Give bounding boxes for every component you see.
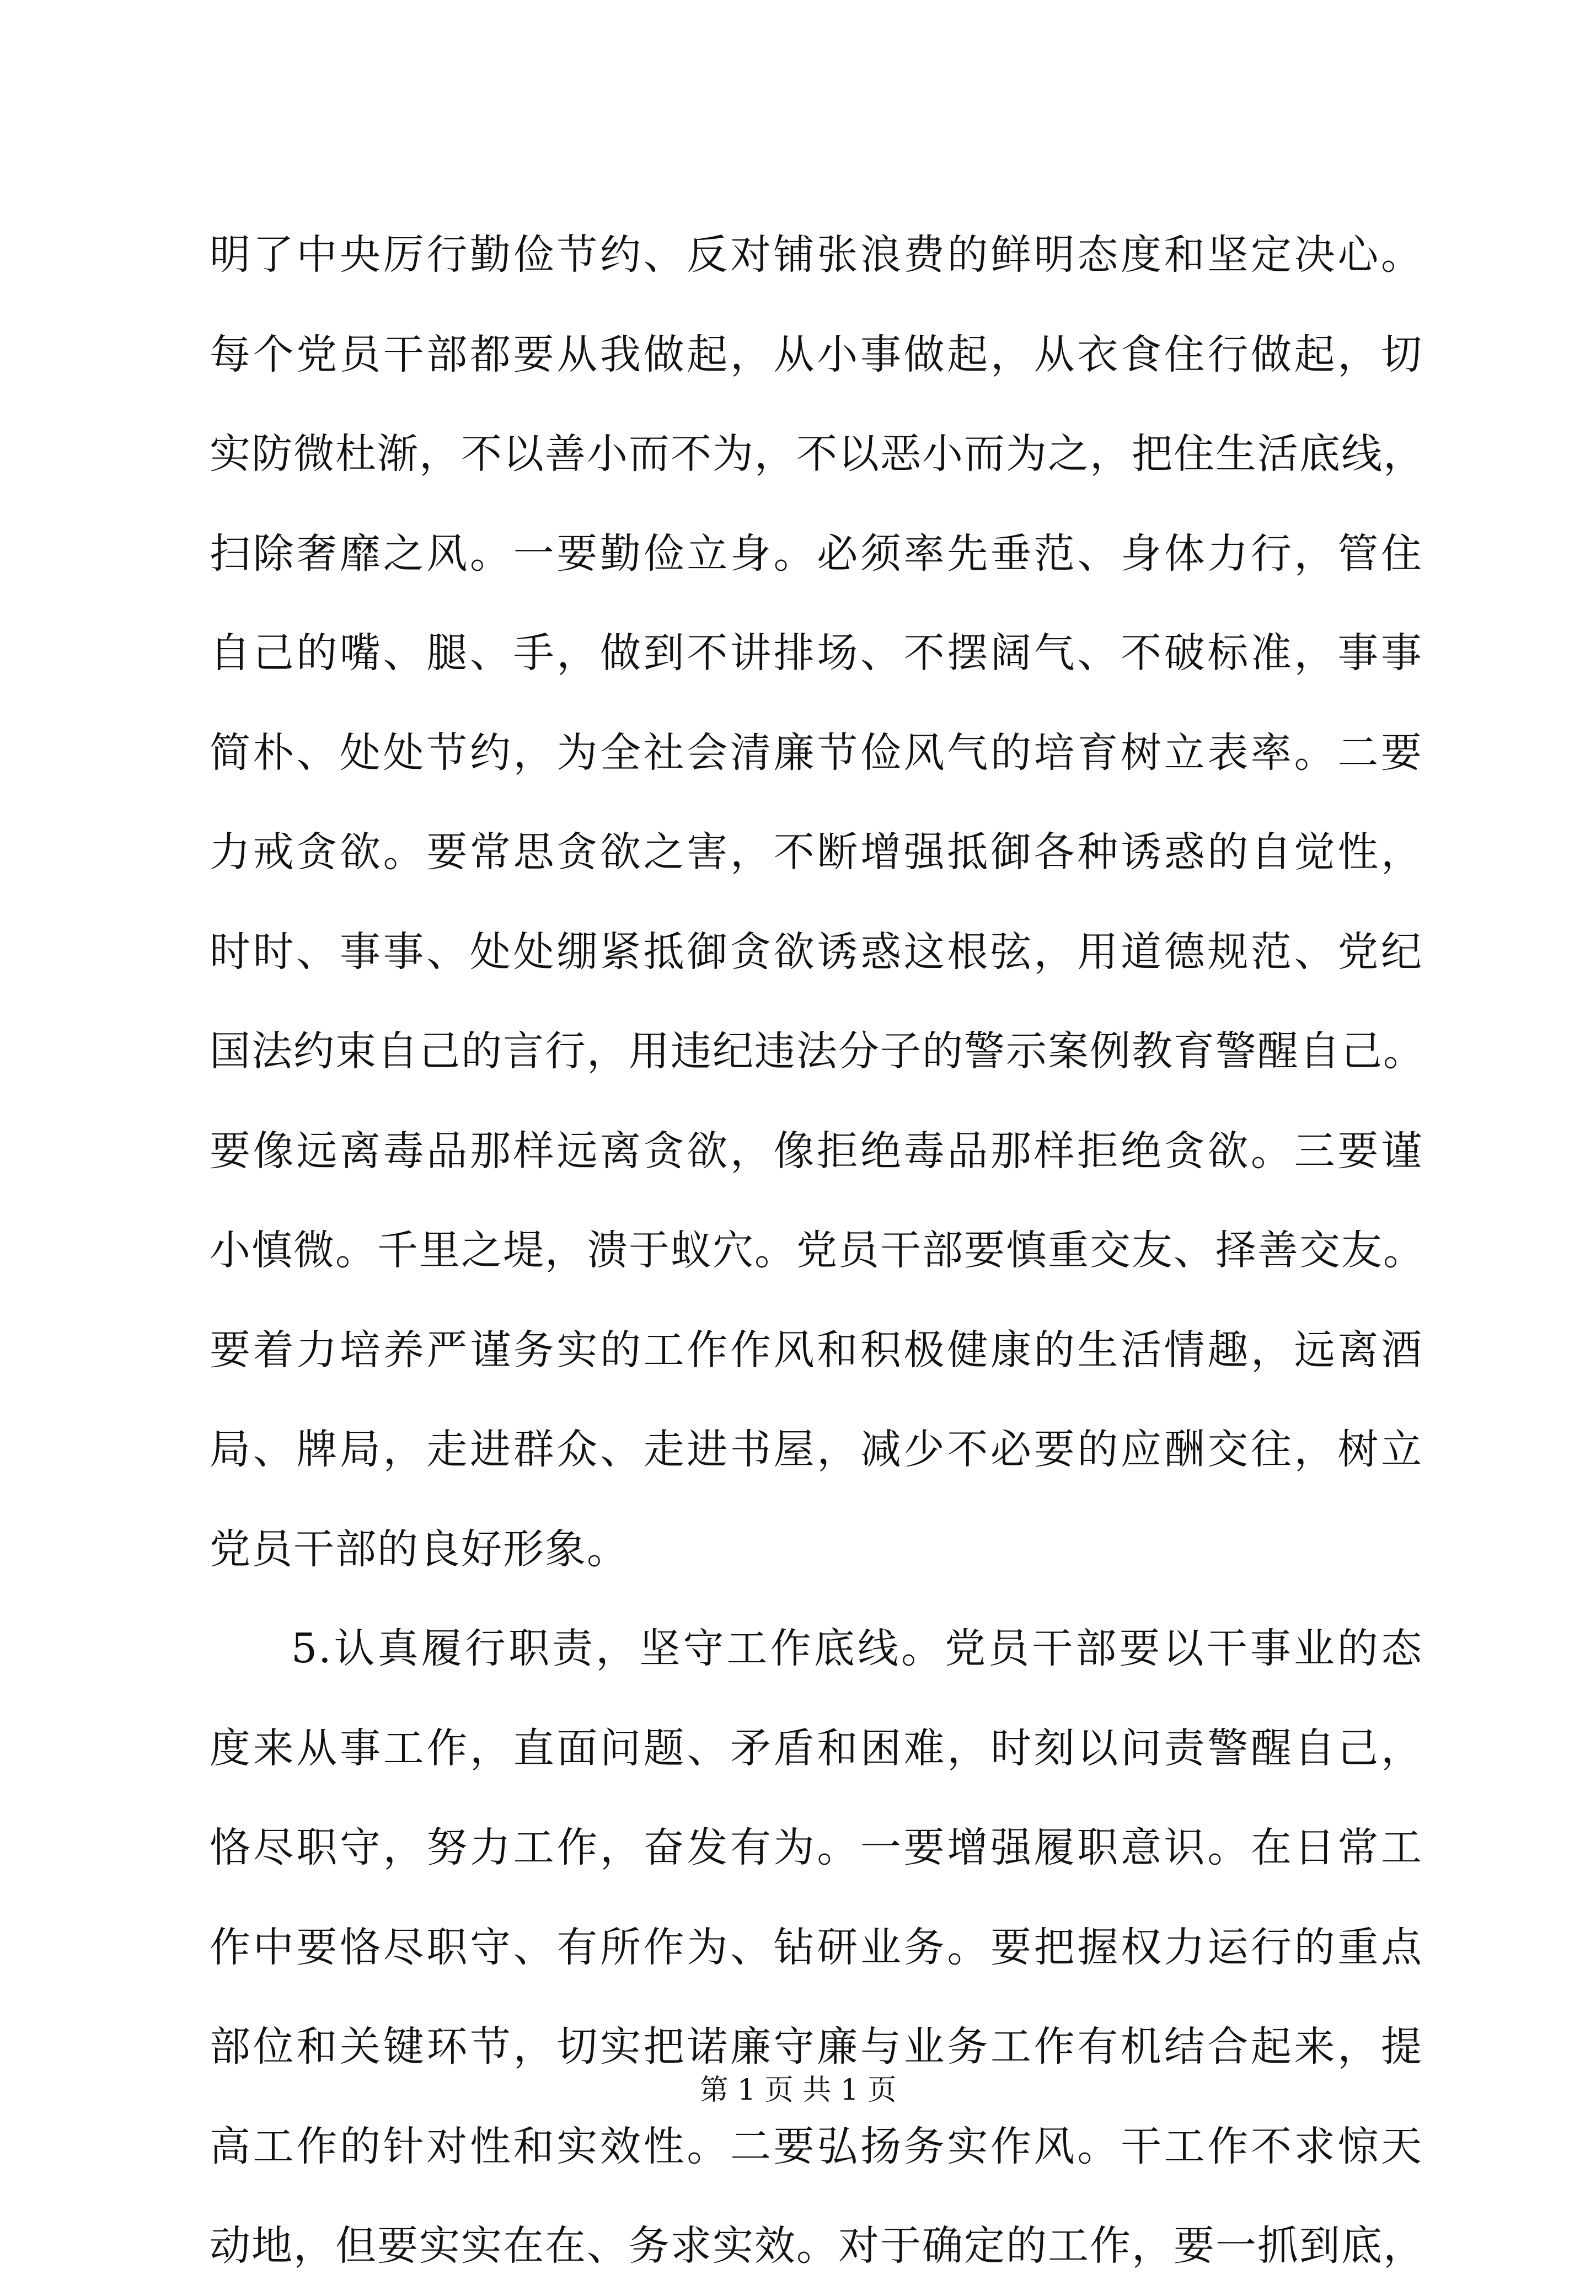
- text-line: 要着力培养严谨务实的工作作风和积极健康的生活情趣，远离酒: [210, 1326, 1423, 1374]
- text-line: 实防微杜渐，不以善小而不为，不以恶小而为之，把住生活底线，: [210, 430, 1425, 478]
- text-line: 国法约束自己的言行，用违纪违法分子的警示案例教育警醒自己。: [210, 1027, 1425, 1075]
- text-line: 局、牌局，走进群众、走进书屋，减少不必要的应酬交往，树立: [210, 1426, 1423, 1473]
- text-line: 高工作的针对性和实效性。二要弘扬务实作风。干工作不求惊天: [210, 2122, 1423, 2170]
- body-text: [210, 205, 1423, 2296]
- text-line: 恪尽职守，努力工作，奋发有为。一要增强履职意识。在日常工: [210, 1824, 1423, 1871]
- text-line: 简朴、处处节约，为全社会清廉节俭风气的培育树立表率。二要: [210, 729, 1423, 777]
- text-line: 自己的嘴、腿、手，做到不讲排场、不摆阔气、不破标准，事事: [210, 629, 1423, 677]
- page-footer: [0, 2068, 1596, 2112]
- text-line: 作中要恪尽职守、有所作为、钻研业务。要把握权力运行的重点: [210, 1923, 1423, 1971]
- paragraph-last-line: 党员干部的良好形象。: [210, 1525, 629, 1573]
- text-line: 度来从事工作，直面问题、矛盾和困难，时刻以问责警醒自己，: [210, 1724, 1423, 1772]
- text-line: 时时、事事、处处绷紧抵御贪欲诱惑这根弦，用道德规范、党纪: [210, 928, 1423, 976]
- page-number: 第 1 页 共 1 页: [699, 2074, 897, 2107]
- text-line: 明了中央厉行勤俭节约、反对铺张浪费的鲜明态度和坚定决心。: [210, 231, 1423, 279]
- text-line: 小慎微。千里之堤，溃于蚁穴。党员干部要慎重交友、择善交友。: [210, 1227, 1425, 1274]
- text-line: 要像远离毒品那样远离贪欲，像拒绝毒品那样拒绝贪欲。三要谨: [210, 1127, 1423, 1175]
- text-line: 动地，但要实实在在、务求实效。对于确定的工作，要一抓到底，: [210, 2222, 1425, 2270]
- paragraph-first-line: 5.认真履行职责，坚守工作底线。党员干部要以干事业的态: [291, 1625, 1423, 1672]
- text-line: 扫除奢靡之风。一要勤俭立身。必须率先垂范、身体力行，管住: [210, 529, 1423, 577]
- text-line: 部位和关键环节，切实把诺廉守廉与业务工作有机结合起来，提: [210, 2023, 1423, 2070]
- text-line: 力戒贪欲。要常思贪欲之害，不断增强抵御各种诱惑的自觉性，: [210, 828, 1423, 876]
- text-line: 每个党员干部都要从我做起，从小事做起，从衣食住行做起，切: [210, 330, 1423, 378]
